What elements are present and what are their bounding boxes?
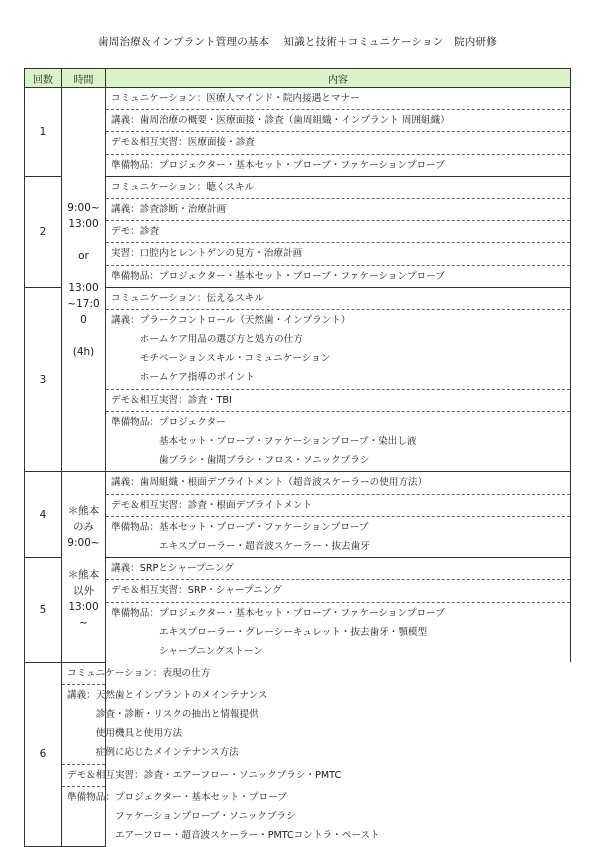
content-line: 講義：SRPとシャープニング <box>111 563 234 575</box>
session-number: 4 <box>25 472 62 558</box>
content-item <box>106 411 570 472</box>
session-content <box>106 176 571 287</box>
content-line: 講義：プラークコントロール（天然歯・インプラント） <box>111 314 351 326</box>
time-line: 13:00 <box>68 217 99 230</box>
session-row <box>25 662 571 847</box>
time-line <box>62 264 105 280</box>
content-item <box>106 288 570 309</box>
session-content <box>106 472 571 558</box>
time-line: ＊熊本 <box>67 504 100 517</box>
content-line: 講義：歯周治療の概要・医療面接・診査（歯周組織・インプラント 周囲組織） <box>111 115 450 127</box>
content-item <box>106 389 570 411</box>
content-item <box>106 265 570 287</box>
content-item <box>106 154 570 176</box>
session-content <box>106 88 571 177</box>
content-item <box>106 198 570 220</box>
content-item <box>106 88 570 109</box>
content-line: 準備物品：プロジェクター・基本セット・プローブ・ファケーションプローブ <box>111 607 445 619</box>
time-line: 9:00~ <box>67 536 100 549</box>
content-line: エキスプローラー・グレーシーキュレット・抜去歯牙・顎模型 <box>111 626 428 638</box>
time-line <box>62 232 105 248</box>
time-line: ~17:0 <box>67 297 100 310</box>
content-line: デモ＆相互実習：診査・TBI <box>111 394 232 406</box>
content-line: コミュニケーション：表現の仕方 <box>67 667 211 679</box>
session-number: 5 <box>25 558 62 662</box>
time-line <box>62 551 105 567</box>
time-line: (4h) <box>72 345 95 358</box>
session-row <box>25 176 571 287</box>
content-line: ホームケア指導のポイント <box>111 372 255 384</box>
content-line: 歯ブラシ・歯間ブラシ・フロス・ソニックブラシ <box>111 455 370 467</box>
content-item <box>62 786 380 847</box>
content-line: シャープニングストーン <box>111 645 263 657</box>
content-line: 準備物品：基本セット・プローブ・ファケーションプローブ <box>111 521 369 533</box>
time-line: ＊熊本 <box>67 568 100 581</box>
time-line: 0 <box>80 313 87 326</box>
content-line: デモ：診査 <box>111 226 159 238</box>
header-session-number: 回数 <box>25 69 62 88</box>
content-line: コミュニケーション：伝えるスキル <box>111 292 264 304</box>
content-line: 準備物品：プロジェクター・基本セット・プローブ・ファケーションプローブ <box>111 270 445 282</box>
content-line: 症例に応じたメインテナンス方法 <box>67 747 239 759</box>
content-item <box>106 558 570 579</box>
session-time <box>62 88 106 472</box>
content-line: 診査・診断・リスクの抽出と情報提供 <box>67 708 259 720</box>
content-line: 準備物品：プロジェクター <box>111 416 226 428</box>
content-line: デモ＆相互実習：SRP・シャープニング <box>111 585 282 597</box>
time-line: ~ <box>79 616 88 629</box>
content-item <box>106 472 570 493</box>
content-line: ホームケア用品の選び方と処方の仕方 <box>111 334 303 346</box>
content-item <box>106 309 570 389</box>
content-item <box>62 663 211 684</box>
time-line <box>62 328 105 344</box>
session-number: 3 <box>25 287 62 472</box>
content-item <box>62 684 268 764</box>
session-number: 1 <box>25 88 62 177</box>
content-line: モチベーションスキル・コミュニケーション <box>111 353 331 365</box>
content-line: 実習：口腔内とレントゲンの見方・治療計画 <box>111 248 303 260</box>
header-row <box>25 69 571 88</box>
session-row <box>25 88 571 177</box>
content-line: 準備物品：プロジェクター・基本セット・プローブ・ファケーションプローブ <box>111 159 445 171</box>
content-line: 準備物品：プロジェクター・基本セット・プローブ <box>67 791 287 803</box>
content-item <box>62 764 342 786</box>
content-item <box>106 516 570 557</box>
content-line: 講義：歯周組織・根面デブライトメント（超音波スケーラーの使用方法） <box>111 477 428 489</box>
content-item <box>106 131 570 153</box>
session-row <box>25 287 571 472</box>
time-line: or <box>78 249 89 262</box>
content-line: デモ＆相互実習：医療面接・診査 <box>111 137 255 149</box>
content-line: デモ＆相互実習：診査・根面デブライトメント <box>111 499 313 511</box>
content-line: 使用機具と使用方法 <box>67 728 183 740</box>
schedule-body <box>25 88 571 847</box>
session-time <box>62 472 106 662</box>
content-line: コミュニケーション：聴くスキル <box>111 181 255 193</box>
session-content <box>106 558 571 662</box>
content-line: 基本セット・プローブ・ファケーションプローブ・染出し液 <box>111 436 417 447</box>
content-item <box>106 109 570 131</box>
session-content <box>62 662 380 847</box>
time-line: 13:00 <box>68 600 99 613</box>
content-item <box>106 220 570 242</box>
session-number: 6 <box>25 662 62 847</box>
content-line: エキスプローラー・超音波スケーラー・抜去歯牙 <box>111 540 370 552</box>
session-row <box>25 472 571 558</box>
content-line: ファケーションプローブ・ソニックブラシ <box>67 810 296 822</box>
content-item <box>106 579 570 601</box>
content-line: 講義：天然歯とインプラントのメインテナンス <box>67 689 268 701</box>
training-schedule-table <box>24 68 571 847</box>
time-line: 9:00~ <box>67 201 100 214</box>
content-item <box>106 602 570 663</box>
session-content <box>106 287 571 472</box>
content-line: エアーフロー・超音波スケーラー・PMTCコントラ・ペースト <box>67 830 380 842</box>
content-line: デモ＆相互実習：診査・エアーフロー・ソニックブラシ・PMTC <box>67 769 342 781</box>
session-row <box>25 558 571 662</box>
content-item <box>106 494 570 516</box>
content-item <box>106 242 570 264</box>
content-line: コミュニケーション：医療人マインド・院内接遇とマナー <box>111 93 360 104</box>
header-time: 時間 <box>62 69 106 88</box>
time-line: のみ <box>73 520 94 533</box>
time-line: 以外 <box>73 584 94 597</box>
header-content: 内容 <box>106 69 571 88</box>
content-line: 講義：診査診断・治療計画 <box>111 203 227 215</box>
time-line: 13:00 <box>68 281 99 294</box>
session-number: 2 <box>25 176 62 287</box>
content-item <box>106 177 570 198</box>
document-title: 歯周治療＆インプラント管理の基本 知識と技術＋コミュニケーション 院内研修 <box>98 36 497 48</box>
